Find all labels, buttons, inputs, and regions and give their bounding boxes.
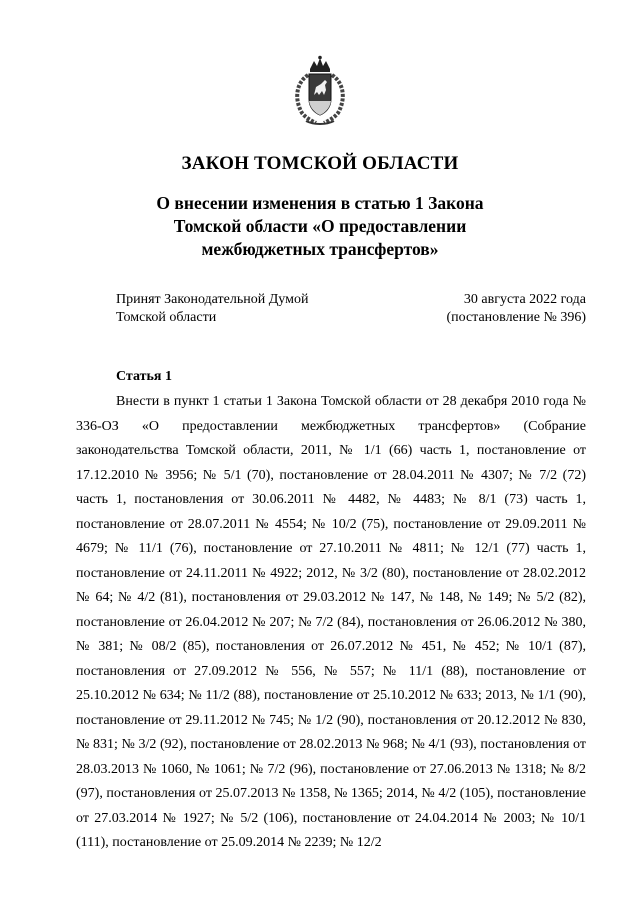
resolution-number: (постановление № 396) [446, 309, 586, 325]
adoption-date-line: 30 августа 2022 года [463, 292, 586, 307]
article-heading: Статья 1 [116, 369, 172, 384]
law-subtitle [0, 192, 640, 261]
adopted-by-line: Томской области [116, 309, 217, 325]
page-title: ЗАКОН ТОМСКОЙ ОБЛАСТИ [181, 153, 459, 174]
adopted-by [116, 291, 308, 326]
adoption-date [446, 291, 586, 326]
article-body: Внести в пункт 1 статьи 1 Закона Томской области от 28 декабря 2010 года № 336-ОЗ «О предоставлении межбюджетных трансфертов» (Собрание законодательства Томской области, 2011, № 1/1 (66) часть 1, постановление от 17.12.2010 № 3956; № 5/1 (70), постановление от 28.04.2011 № 4307; № 7/2 (72) часть 1, постановления от 30.06.2011 № 4482, № 4483; № 8/1 (73) часть 1, постановление от 28.07.2011 № 4554; № 10/2 (75), постановление от 29.09.2011 № 4679; № 11/1 (76), постановление от 27.10.2011 № 4811; № 12/1 (77) часть 1, постановление от 24.11.2011 № 4922; 2012, № 3/2 (80), постановление от 28.02.2012 № 64; № 4/2 (81), постановления от 29.03.2012 № 147, № 148, № 149; № 5/2 (82), постановление от 26.04.2012 № 207; № 7/2 (84), постановления от 26.06.2012 № 380, № 381; № 08/2 (85), постановления от 26.07.2012 № 451, № 452; № 10/1 (87), постановления от 27.09.2012 № 556, № 557; № 11/1 (88), постановление от 25.10.2012 № 634; № 11/2 (88), постановление от 25.10.2012 № 633; 2013, № 1/1 (90), постановление от 29.11.2012 № 745; № 1/2 (90), постановления от 20.12.2012 № 830, № 831; № 3/2 (92), постановление от 28.02.2013 № 968; № 4/1 (93), постановления от 28.03.2013 № 1060, № 1061; № 7/2 (96), постановление от 27.06.2013 № 1318; № 8/2 (97), постановления от 25.07.2013 № 1358, № 1365; 2014, № 4/2 (105), постановление от 27.03.2014 № 1927; № 5/2 (106), постановление от 24.04.2014 № 2003; № 10/1 (111), постановление от 25.09.2014 № 2239; № 12/2 [76, 394, 586, 850]
subtitle-line: О внесении изменения в статью 1 Закона [156, 193, 484, 213]
adopted-by-line: Принят Законодательной Думой [116, 292, 309, 307]
coat-of-arms-icon [288, 55, 352, 127]
subtitle-line: межбюджетных трансфертов» [201, 239, 439, 259]
subtitle-line: Томской области «О предоставлении [173, 216, 467, 236]
